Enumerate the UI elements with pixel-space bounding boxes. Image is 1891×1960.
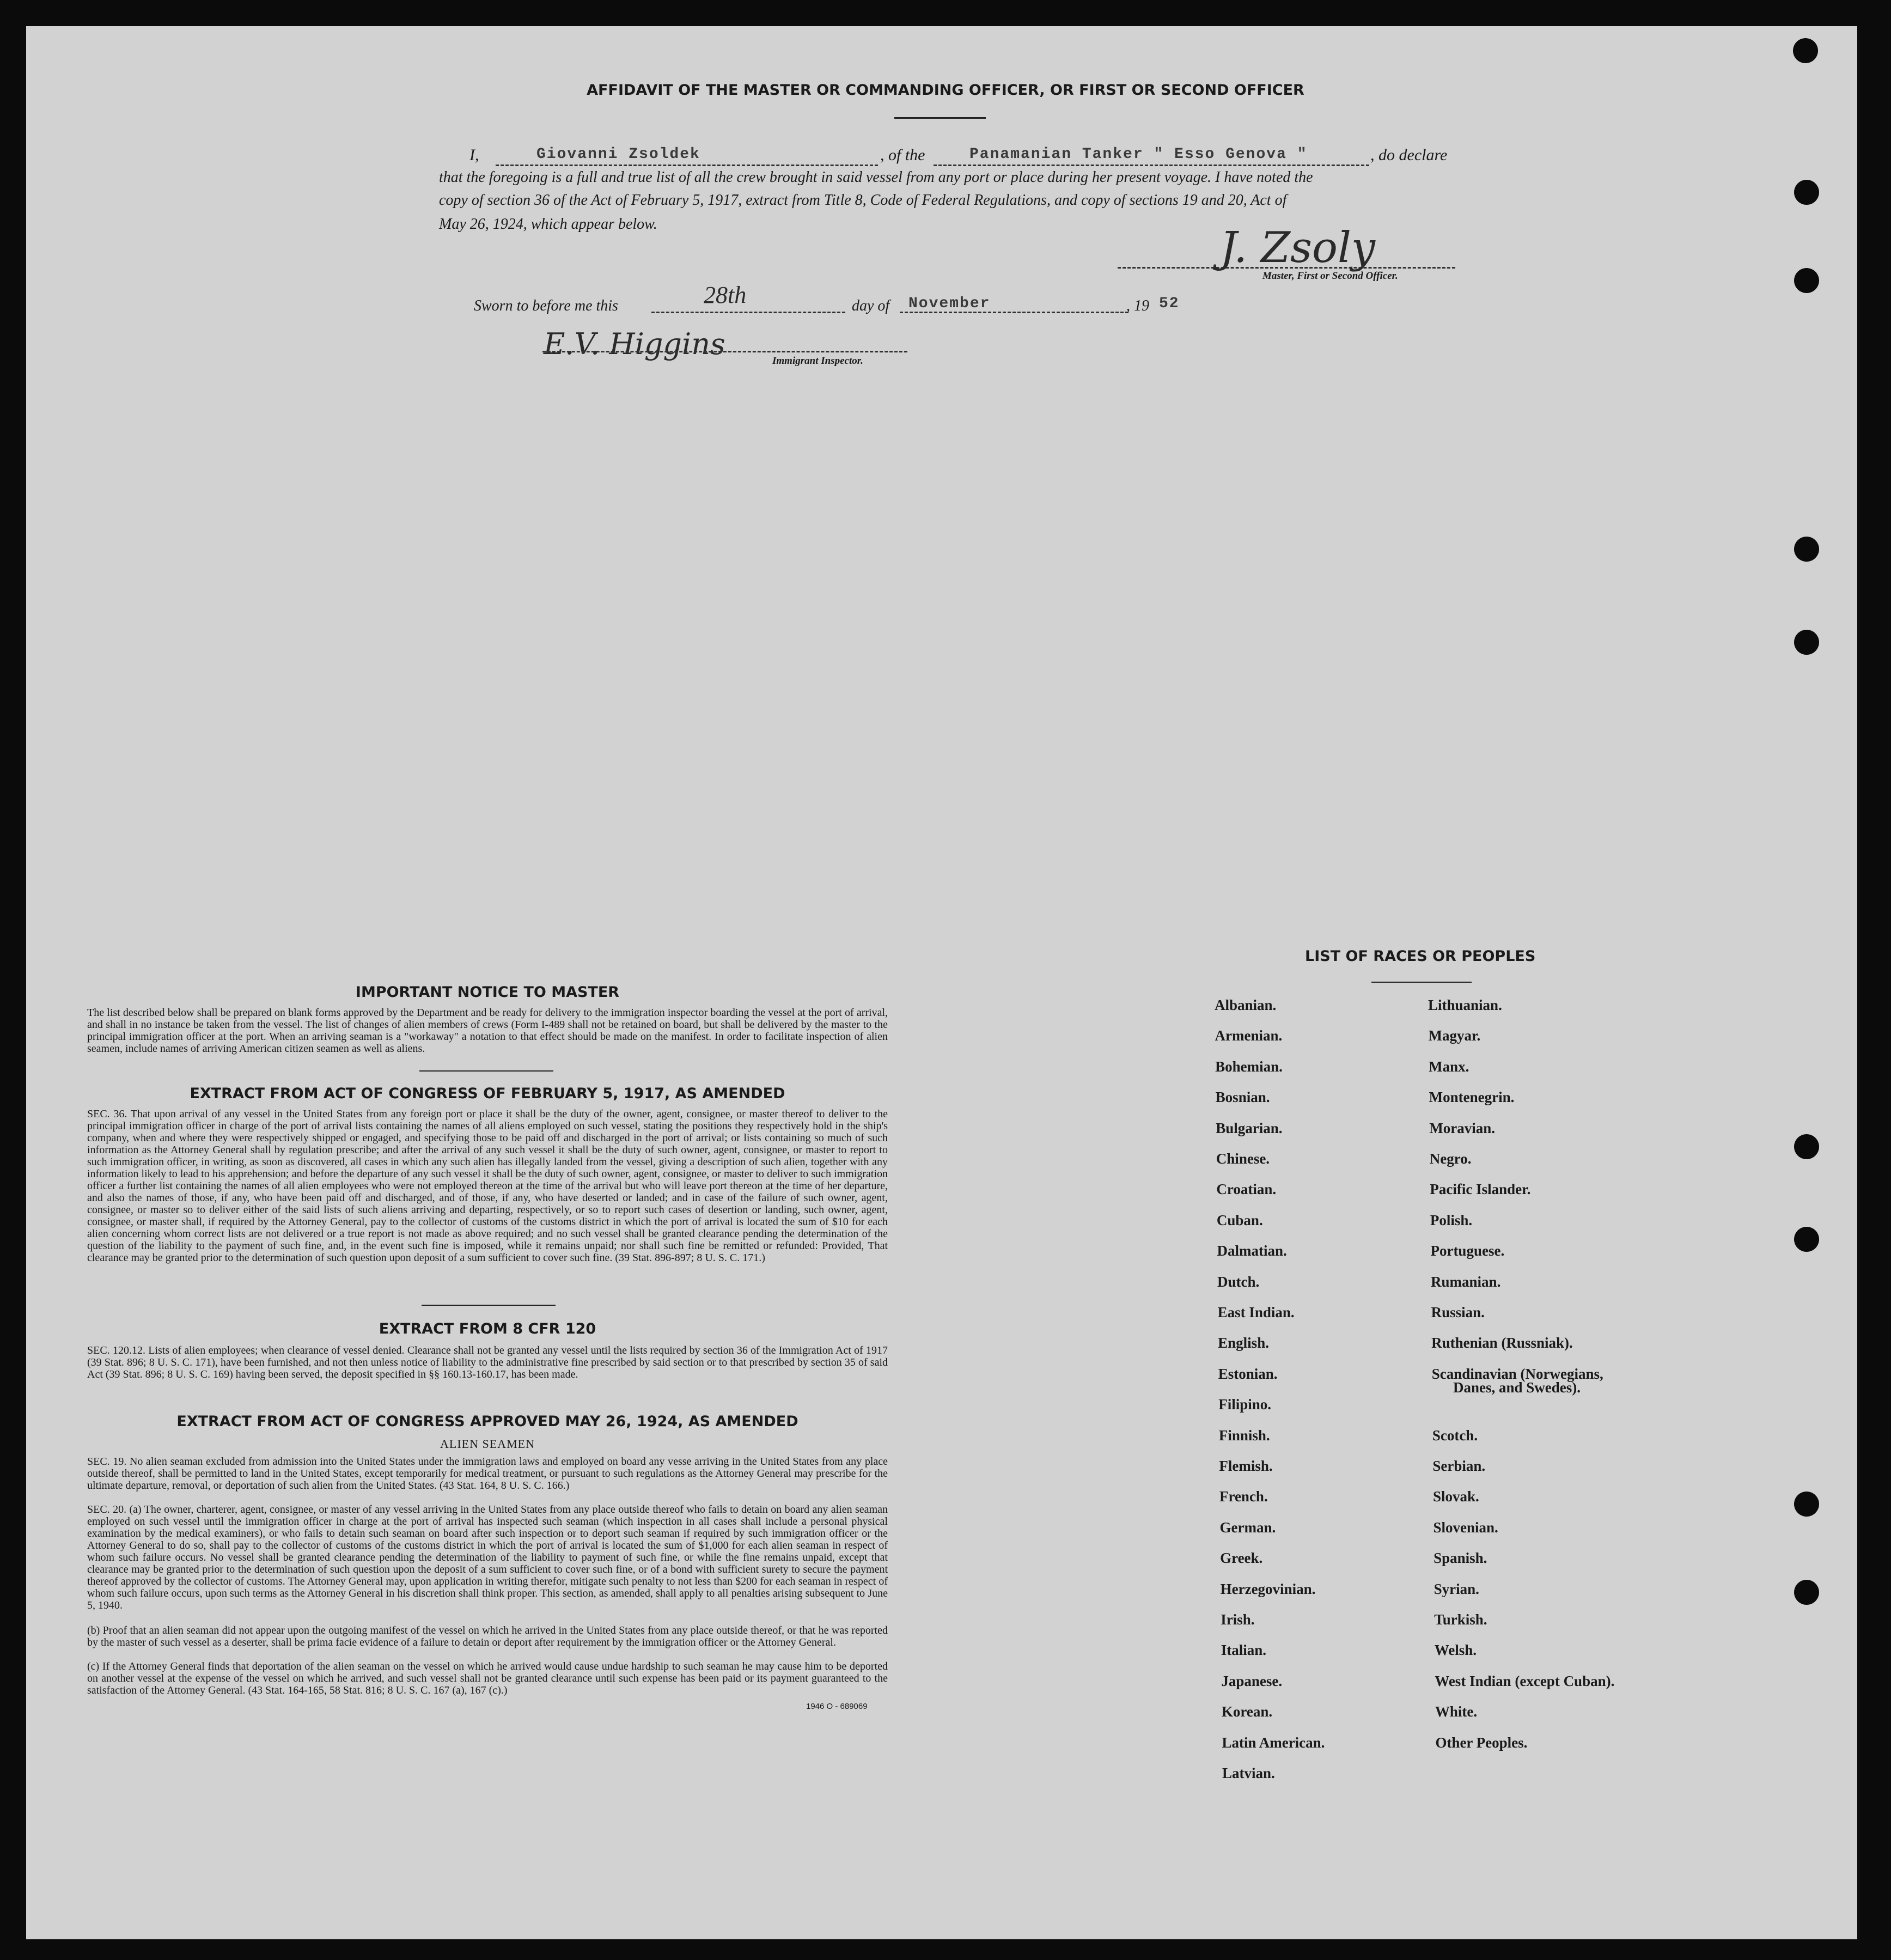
- binder-hole: [1794, 180, 1819, 205]
- inspector-caption: Immigrant Inspector.: [772, 355, 863, 367]
- affidavit-title: AFFIDAVIT OF THE MASTER OR COMMANDING OFFICER, OR FIRST OR SECOND OFFICER: [587, 82, 1304, 99]
- race-entry: Lithuanian.: [1428, 997, 1502, 1013]
- sec-20b-text: (b) Proof that an alien seaman did not appear upon the outgoing manifest of the vessel on which he arrived in the United States from any place outside thereof, or that he was reported by the master of such vessel as a deserter, shall be prima facie evidence of a failure to detain or deport after requirement by the immigration officer or the Attorney General.: [87, 1624, 888, 1648]
- race-entry: Irish.: [1221, 1611, 1255, 1628]
- race-entry: Italian.: [1221, 1642, 1267, 1659]
- binder-hole: [1794, 630, 1819, 655]
- race-entry: Spanish.: [1433, 1550, 1487, 1567]
- race-entry: Korean.: [1221, 1703, 1273, 1720]
- races-title: LIST OF RACES OR PEOPLES: [1305, 948, 1536, 965]
- sworn-year: 52: [1159, 295, 1180, 312]
- race-entry: Estonian.: [1218, 1365, 1278, 1382]
- race-entry: Flemish.: [1219, 1458, 1273, 1474]
- extract-1917-text: SEC. 36. That upon arrival of any vessel in the United States from any foreign port or place it shall be the duty of the owner, agent, consignee, or master thereof to deliver to the principal immigration officer in charge of the port of arrival lists containing the names of all aliens employed on such vessel, stating the positions they respectively hold in the ship's company, when and where they were respectively shipped or engaged, and specifying those to be paid off and discharged in the port of arrival; or lists containing so much of such information as the Attorney General shall by regulation prescribe; and after the arrival of any such vessel it shall be the duty of such owner, agent, consignee, or master to report to such immigration officer, in writing, as soon as discovered, all cases in which any such alien has illegally landed from the vessel, giving a description of such alien, together with any information likely to lead to his apprehension; and before the departure of any such vessel it shall be the duty of such owner, agent, consignee, or master to deliver to such immigration officer a further list containing the names of all alien employees who were not employed thereon at the time of the arrival but who will leave port thereon at the time of her departure, and also the names of those, if any, who have been paid off and discharged, and of those, if any, who have deserted or landed; and in case of the failure of such owner, agent, consignee, or master so to deliver either of the said lists of such aliens arriving and departing, respectively, or so to report such cases of desertion or landing, such owner, agent, consignee, or master shall, if required by the Attorney General, pay to the collector of customs of the customs district in which the port of arrival is located the sum of $10 for each alien concerning whom correct lists are not delivered or a true report is not made as above required; and no such vessel shall be granted clearance pending the determination of the question of the liability to the payment of such fine, and, in the event such fine is imposed, while it remains unpaid; nor shall such fine be remitted or refunded: Provided, That clearance may be granted prior to the determination of such question upon deposit of a sum sufficient to cover such fine. (39 Stat. 896-897; 8 U. S. C. 171.): [87, 1108, 888, 1264]
- race-entry: East Indian.: [1217, 1304, 1295, 1320]
- race-entry: Finnish.: [1218, 1427, 1270, 1444]
- race-entry: Latin American.: [1222, 1734, 1325, 1751]
- title-underline: [894, 117, 986, 119]
- race-entry: Ruthenian (Russniak).: [1431, 1335, 1573, 1352]
- sec-19-text: SEC. 19. No alien seaman excluded from admission into the United States under the immigration laws and employed on board any vesse arriving in the United States from any place outside thereof, shall be permitted to land in the United States, except temporarily for medical treatment, or pursuant to such regulations as the Attorney General may prescribe for the ultimate departure, removal, or deportation of such alien from the United States. (43 Stat. 164, 8 U. S. C. 166.): [87, 1456, 888, 1492]
- race-entry: Greek.: [1220, 1550, 1263, 1567]
- race-entry: Bohemian.: [1215, 1058, 1283, 1075]
- race-entry: Cuban.: [1216, 1212, 1263, 1228]
- race-entry: Dalmatian.: [1217, 1243, 1287, 1259]
- affidavit-line-3: copy of section 36 of the Act of February 5, 1917, extract from Title 8, Code of Federal Regulations, and copy of sections 19 and 20, Act of: [439, 192, 1287, 209]
- races-underline: [1371, 982, 1472, 983]
- race-entry: Scotch.: [1432, 1427, 1478, 1444]
- affidavit-line-1: [469, 146, 479, 165]
- vessel-name: Panamanian Tanker " Esso Genova ": [969, 146, 1308, 163]
- race-entry: Albanian.: [1215, 997, 1277, 1013]
- binder-hole: [1793, 38, 1818, 63]
- race-entry: West Indian (except Cuban).: [1435, 1672, 1615, 1689]
- extract-1917-title: EXTRACT FROM ACT OF CONGRESS OF FEBRUARY 5, 1917, AS AMENDED: [190, 1085, 785, 1102]
- race-entry: Rumanian.: [1431, 1273, 1501, 1290]
- binder-hole: [1794, 537, 1819, 562]
- race-entry: Dutch.: [1217, 1273, 1260, 1290]
- race-entry: Serbian.: [1432, 1458, 1486, 1474]
- affidavit-line-2: that the foregoing is a full and true list of all the crew brought in said vessel from any port or place during her present voyage. I have noted the: [439, 169, 1313, 186]
- race-entry: Pacific Islander.: [1430, 1181, 1531, 1198]
- master-name: Giovanni Zsoldek: [536, 146, 700, 163]
- extract-cfr-text: SEC. 120.12. Lists of alien employees; when clearance of vessel denied. Clearance shall not be granted any vessel until the lists required by section 36 of the Immigration Act of 1917 (39 Stat. 896; 8 U. S. C. 171), have been furnished, and not then unless notice of liability to the administrative fine prescribed by said section or to that prescribed by section 35 of said Act (39 Stat. 896; 8 U. S. C. 169) having been served, the deposit specified in §§ 160.13-160.17, has been made.: [87, 1344, 888, 1380]
- race-entry: Bosnian.: [1215, 1089, 1270, 1106]
- print-code: 1946 O - 689069: [806, 1702, 868, 1711]
- race-entry: Portuguese.: [1430, 1243, 1505, 1259]
- sworn-day-blank: [651, 312, 845, 313]
- binder-hole: [1794, 1492, 1819, 1517]
- notice-title: IMPORTANT NOTICE TO MASTER: [355, 984, 620, 1001]
- name-blank: [496, 165, 878, 166]
- race-entry: Herzegovinian.: [1220, 1580, 1316, 1597]
- binder-hole: [1794, 1580, 1819, 1605]
- master-signature: J. Zsoly: [1220, 223, 1375, 272]
- race-entry: Latvian.: [1222, 1765, 1275, 1781]
- extract-1924-title: EXTRACT FROM ACT OF CONGRESS APPROVED MAY 26, 1924, AS AMENDED: [176, 1413, 798, 1430]
- race-entry: Slovenian.: [1433, 1519, 1498, 1536]
- extract-1924-subtitle: ALIEN SEAMEN: [440, 1437, 535, 1451]
- race-entry: Chinese.: [1216, 1151, 1270, 1167]
- sworn-month: November: [908, 295, 991, 312]
- master-signature-caption: Master, First or Second Officer.: [1262, 270, 1398, 282]
- sworn-label: Sworn to before me this: [474, 297, 618, 314]
- binder-hole: [1794, 268, 1819, 293]
- inspector-signature: E.V. Higgins: [544, 327, 725, 361]
- race-entry: Moravian.: [1429, 1119, 1495, 1136]
- i-word: I,: [469, 146, 479, 164]
- day-of-text: day of: [852, 297, 890, 314]
- binder-hole: [1794, 1227, 1819, 1252]
- race-entry: Negro.: [1429, 1151, 1472, 1167]
- divider: [419, 1070, 553, 1072]
- race-entry: German.: [1219, 1519, 1276, 1536]
- race-entry-scandinavian-cont: Danes, and Swedes).: [1453, 1379, 1581, 1396]
- race-entry: Armenian.: [1215, 1027, 1283, 1044]
- race-entry: English.: [1218, 1335, 1269, 1352]
- race-entry: Croatian.: [1216, 1181, 1277, 1198]
- extract-cfr-title: EXTRACT FROM 8 CFR 120: [379, 1320, 596, 1337]
- race-entry: Montenegrin.: [1429, 1089, 1515, 1106]
- sec-20a-text: SEC. 20. (a) The owner, charterer, agent, consignee, or master of any vessel arriving in the United States from any place outside thereof who fails to detain on board any alien seaman employed on such vessel until the immigration officer in charge at the port of arrival has inspected such seaman (which inspection in all cases shall include a personal physical examination by the medical examiners), or who fails to detain such seaman on board after such inspection or to deport such seaman if required by such immigration officer or the Attorney General to do so, shall pay to the collector of customs of the customs district in which the port of arrival is located the sum of $1,000 for each alien seaman in respect of whom such failure occurs. No vessel shall be granted clearance pending the determination of the liability to payment of such fine, or while the fine remains unpaid, except that clearance may be granted prior to the determination of such question upon the deposit of a sum sufficient to cover such fine, or of a bond with sufficient surety to secure the payment thereof approved by the collector of customs. The Attorney General may, upon application in writing therefor, mitigate such penalty to not less than $200 for each seaman in respect of whom such failure occurs, upon such terms as the Attorney General in his discretion shall think proper. This section, as amended, shall apply to all penalties arising subsequent to June 5, 1940.: [87, 1504, 888, 1611]
- notice-text: The list described below shall be prepared on blank forms approved by the Department and be ready for delivery to the immigration inspector boarding the vessel at the port of arrival, and shall in no instance be taken from the vessel. The list of changes of alien members of crews (Form I-489 shall not be retained on board, but shall be delivered by the master to the principal immigration officer at the port. When an arriving seaman is a "workaway" a notation to that effect should be made on the manifest. In order to facilitate inspection of alien seamen, include names of arriving American citizen seamen as well as aliens.: [87, 1007, 888, 1055]
- race-entry: Magyar.: [1428, 1027, 1481, 1044]
- race-entry: Scandinavian (Norwegians,: [1431, 1365, 1603, 1382]
- race-entry: Turkish.: [1434, 1611, 1487, 1628]
- race-entry: Welsh.: [1434, 1642, 1477, 1659]
- of-the-text: , of the: [880, 146, 925, 164]
- race-entry: White.: [1435, 1703, 1478, 1720]
- race-entry: Other Peoples.: [1435, 1734, 1528, 1751]
- race-entry: Japanese.: [1221, 1672, 1283, 1689]
- race-entry: Bulgarian.: [1216, 1119, 1283, 1136]
- sec-20c-text: (c) If the Attorney General finds that deportation of the alien seaman on the vessel on which he arrived would cause undue hardship to such seaman he may cause him to be deported on another vessel at the expense of the vessel on which he arrived, and such vessel shall not be granted clearance until such expense has been paid or its payment guaranteed to the satisfaction of the Attorney General. (43 Stat. 164-165, 58 Stat. 816; 8 U. S. C. 167 (a), 167 (c).): [87, 1660, 888, 1696]
- race-entry: Manx.: [1429, 1058, 1469, 1075]
- divider: [422, 1305, 556, 1306]
- inspector-signature-line: [542, 351, 907, 352]
- race-entry: Polish.: [1430, 1212, 1473, 1228]
- affidavit-line-4: May 26, 1924, which appear below.: [439, 216, 657, 233]
- race-entry: Russian.: [1431, 1304, 1485, 1320]
- race-entry: French.: [1219, 1488, 1268, 1505]
- race-entry: Slovak.: [1432, 1488, 1479, 1505]
- do-declare-text: , do declare: [1370, 146, 1448, 164]
- binder-hole: [1794, 1134, 1819, 1159]
- race-entry: Syrian.: [1433, 1580, 1479, 1597]
- race-entry: Filipino.: [1218, 1396, 1272, 1413]
- vessel-blank: [934, 165, 1369, 166]
- sworn-day: 28th: [704, 282, 747, 308]
- year-prefix: , 19: [1126, 297, 1149, 314]
